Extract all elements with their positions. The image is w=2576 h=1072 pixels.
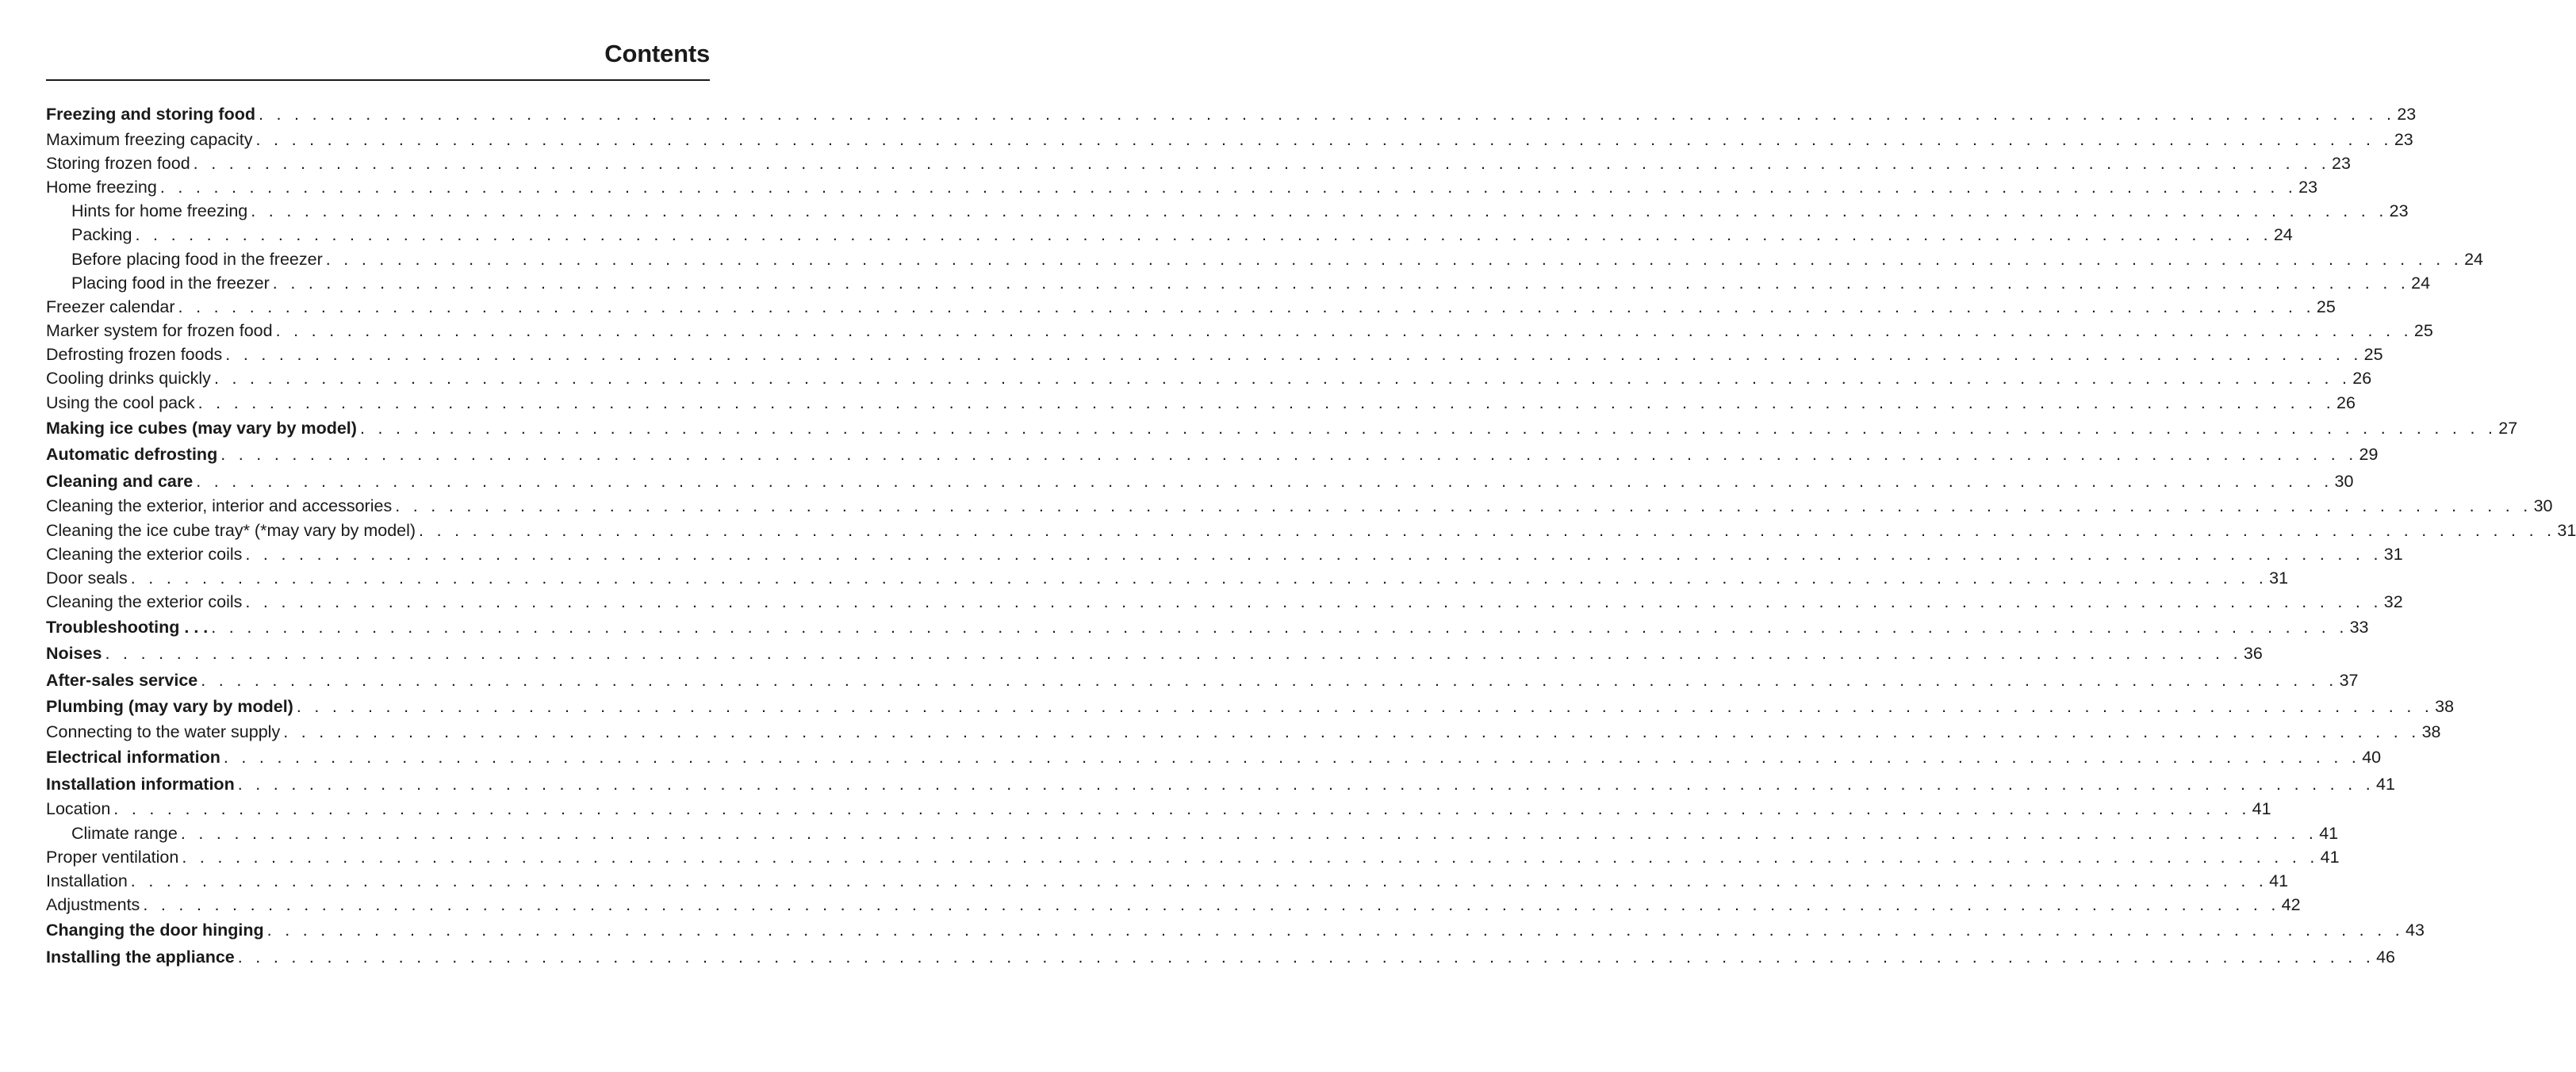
toc-entry-page-number: 24 bbox=[2464, 249, 2483, 269]
dot-leader: . . . . . . . . . . . . . . . . . . . . . . . . . . . . . . . . . . . . . . . . . . . . . . . . . . . . . . . . . . . . . . . . . . . . . . . . . . . . . . . . . . . . . . . . . . . . . . . . . . . . . . . . . . . . . . . . . . . . . . . . bbox=[193, 153, 2331, 173]
toc-entry-page-number: 46 bbox=[2376, 947, 2396, 967]
dot-leader: . . . . . . . . . . . . . . . . . . . . . . . . . . . . . . . . . . . . . . . . . . . . . . . . . . . . . . . . . . . . . . . . . . . . . . . . . . . . . . . . . . . . . . . . . . . . . . . . . . . . . . . . . . . . . . . . . . . . . . . . bbox=[182, 847, 2319, 867]
toc-entry[interactable] bbox=[46, 494, 2553, 518]
toc-entry-page-number: 38 bbox=[2421, 722, 2441, 742]
toc-entry-title: Defrosting frozen foods bbox=[46, 345, 223, 365]
toc-entry[interactable] bbox=[46, 893, 2301, 917]
toc-entry-page-number: 27 bbox=[2498, 418, 2518, 438]
toc-entry[interactable] bbox=[46, 128, 2413, 151]
toc-entry-page-number: 36 bbox=[2243, 644, 2263, 664]
toc-entry-title: Cleaning the ice cube tray* (*may vary by model) bbox=[46, 520, 416, 540]
toc-entry-page-number: 41 bbox=[2319, 823, 2339, 843]
toc-entry-title: Proper ventilation bbox=[46, 847, 179, 867]
dot-leader: . . . . . . . . . . . . . . . . . . . . . . . . . . . . . . . . . . . . . . . . . . . . . . . . . . . . . . . . . . . . . . . . . . . . . . . . . . . . . . . . . . . . . . . . . . . . . . . . . . . . . . . . . . . . . . . . . . . . . . . . bbox=[359, 418, 2497, 438]
dot-leader: . . . . . . . . . . . . . . . . . . . . . . . . . . . . . . . . . . . . . . . . . . . . . . . . . . . . . . . . . . . . . . . . . . . . . . . . . . . . . . . . . . . . . . . . . . . . . . . . . . . . . . . . . . . . . . . . . . . . . . . . bbox=[251, 201, 2388, 221]
toc-entry[interactable] bbox=[46, 917, 2425, 944]
toc-entry-page-number: 31 bbox=[2383, 544, 2403, 564]
dot-leader: . . . . . . . . . . . . . . . . . . . . . . . . . . . . . . . . . . . . . . . . . . . . . . . . . . . . . . . . . . . . . . . . . . . . . . . . . . . . . . . . . . . . . . . . . . . . . . . . . . . . . . . . . . . . . . . . . . . . . . . . bbox=[213, 369, 2352, 389]
toc-entry[interactable] bbox=[46, 101, 2417, 128]
dot-leader: . . . . . . . . . . . . . . . . . . . . . . . . . . . . . . . . . . . . . . . . . . . . . . . . . . . . . . . . . . . . . . . . . . . . . . . . . . . . . . . . . . . . . . . . . . . . . . . . . . . . . . . . . . . . . . . . . . . . . . . . bbox=[325, 249, 2463, 269]
toc-entry[interactable] bbox=[46, 366, 2372, 390]
toc-entry-title: Cleaning the exterior, interior and accessories bbox=[46, 496, 393, 516]
toc-entry-title: Adjustments bbox=[46, 895, 140, 915]
dot-leader: . . . . . . . . . . . . . . . . . . . . . . . . . . . . . . . . . . . . . . . . . . . . . . . . . . . . . . . . . . . . . . . . . . . . . . . . . . . . . . . . . . . . . . . . . . . . . . . . . . . . . . . . . . . . . . . . . . . . . . . . bbox=[211, 617, 2348, 637]
toc-entry[interactable] bbox=[46, 771, 2395, 798]
toc-entry-title: Maximum freezing capacity bbox=[46, 129, 253, 149]
dot-leader: . . . . . . . . . . . . . . . . . . . . . . . . . . . . . . . . . . . . . . . . . . . . . . . . . . . . . . . . . . . . . . . . . . . . . . . . . . . . . . . . . . . . . . . . . . . . . . . . . . . . . . . . . . . . . . . . . . . . . . . . bbox=[296, 697, 2434, 717]
toc-entry[interactable] bbox=[46, 391, 2356, 415]
toc-entry-page-number: 24 bbox=[2273, 225, 2293, 245]
toc-entry-title: Home freezing bbox=[46, 177, 157, 197]
dot-leader: . . . . . . . . . . . . . . . . . . . . . . . . . . . . . . . . . . . . . . . . . . . . . . . . . . . . . . . . . . . . . . . . . . . . . . . . . . . . . . . . . . . . . . . . . . . . . . . . . . . . . . . . . . . . . . . . . . . . . . . . bbox=[283, 722, 2421, 742]
toc-entry-page-number: 32 bbox=[2383, 592, 2403, 612]
dot-leader: . . . . . . . . . . . . . . . . . . . . . . . . . . . . . . . . . . . . . . . . . . . . . . . . . . . . . . . . . . . . . . . . . . . . . . . . . . . . . . . . . . . . . . . . . . . . . . . . . . . . . . . . . . . . . . . . . . . . . . . . bbox=[135, 225, 2272, 245]
dot-leader: . . . . . . . . . . . . . . . . . . . . . . . . . . . . . . . . . . . . . . . . . . . . . . . . . . . . . . . . . . . . . . . . . . . . . . . . . . . . . . . . . . . . . . . . . . . . . . . . . . . . . . . . . . . . . . . . . . . . . . . . bbox=[113, 799, 2251, 819]
toc-entry[interactable] bbox=[46, 151, 2351, 175]
dot-leader: . . . . . . . . . . . . . . . . . . . . . . . . . . . . . . . . . . . . . . . . . . . . . . . . . . . . . . . . . . . . . . . . . . . . . . . . . . . . . . . . . . . . . . . . . . . . . . . . . . . . . . . . . . . . . . . . . . . . . . . . bbox=[237, 947, 2375, 967]
toc-entry[interactable] bbox=[46, 821, 2339, 845]
dot-leader: . . . . . . . . . . . . . . . . . . . . . . . . . . . . . . . . . . . . . . . . . . . . . . . . . . . . . . . . . . . . . . . . . . . . . . . . . . . . . . . . . . . . . . . . . . . . . . . . . . . . . . . . . . . . . . . . . . . . . . . . bbox=[245, 592, 2382, 612]
toc-entry[interactable] bbox=[46, 744, 2382, 771]
toc-entry-title: Cleaning and care bbox=[46, 471, 194, 491]
toc-entry[interactable] bbox=[46, 641, 2263, 668]
toc-entry-title: Climate range bbox=[71, 823, 178, 843]
dot-leader: . . . . . . . . . . . . . . . . . . . . . . . . . . . . . . . . . . . . . . . . . . . . . . . . . . . . . . . . . . . . . . . . . . . . . . . . . . . . . . . . . . . . . . . . . . . . . . . . . . . . . . . . . . . . . . . . . . . . . . . . bbox=[197, 392, 2335, 412]
toc-entry-title: Before placing food in the freezer bbox=[71, 249, 323, 269]
toc-entry[interactable] bbox=[46, 518, 2576, 542]
toc-entry[interactable] bbox=[46, 944, 2396, 971]
toc-entry-page-number: 30 bbox=[2334, 471, 2354, 491]
toc-entry-title: Installing the appliance bbox=[46, 947, 235, 967]
toc-entry-page-number: 40 bbox=[2362, 748, 2382, 768]
toc-entry[interactable] bbox=[46, 797, 2271, 821]
toc-entry-page-number: 30 bbox=[2533, 496, 2553, 516]
toc-entry-title: After-sales service bbox=[46, 670, 198, 690]
dot-leader: . . . . . . . . . . . . . . . . . . . . . . . . . . . . . . . . . . . . . . . . . . . . . . . . . . . . . . . . . . . . . . . . . . . . . . . . . . . . . . . . . . . . . . . . . . . . . . . . . . . . . . . . . . . . . . . . . . . . . . . . bbox=[180, 823, 2318, 843]
toc-entry-title: Freezer calendar bbox=[46, 297, 175, 316]
toc-entry-title: Cleaning the exterior coils bbox=[46, 544, 243, 564]
dot-leader: . . . . . . . . . . . . . . . . . . . . . . . . . . . . . . . . . . . . . . . . . . . . . . . . . . . . . . . . . . . . . . . . . . . . . . . . . . . . . . . . . . . . . . . . . . . . . . . . . . . . . . . . . . . . . . . . . . . . . . . . bbox=[245, 544, 2382, 564]
toc-entry[interactable] bbox=[46, 566, 2289, 590]
toc-entry-page-number: 23 bbox=[2332, 153, 2351, 173]
toc-entry-page-number: 25 bbox=[2413, 321, 2433, 341]
toc-entry-title: Plumbing (may vary by model) bbox=[46, 697, 293, 717]
toc-entry-page-number: 33 bbox=[2349, 617, 2369, 637]
toc-entry-title: Door seals bbox=[46, 568, 128, 588]
toc-entry-title: Making ice cubes (may vary by model) bbox=[46, 418, 357, 438]
toc-entry[interactable] bbox=[46, 869, 2289, 893]
table-of-contents bbox=[46, 101, 2576, 970]
toc-entry-title: Automatic defrosting bbox=[46, 445, 218, 464]
toc-entry-title: Electrical information bbox=[46, 748, 220, 768]
toc-entry-page-number: 41 bbox=[2252, 799, 2271, 819]
toc-entry[interactable] bbox=[46, 590, 2403, 614]
toc-entry-page-number: 23 bbox=[2397, 104, 2417, 124]
dot-leader: . . . . . . . . . . . . . . . . . . . . . . . . . . . . . . . . . . . . . . . . . . . . . . . . . . . . . . . . . . . . . . . . . . . . . . . . . . . . . . . . . . . . . . . . . . . . . . . . . . . . . . . . . . . . . . . . . . . . . . . . bbox=[255, 129, 2393, 149]
toc-entry-page-number: 23 bbox=[2394, 129, 2413, 149]
toc-entry-page-number: 31 bbox=[2269, 568, 2289, 588]
toc-entry-title: Troubleshooting . . . bbox=[46, 617, 209, 637]
toc-entry-title: Packing bbox=[71, 225, 132, 245]
toc-entry-title: Hints for home freezing bbox=[71, 201, 248, 221]
dot-leader: . . . . . . . . . . . . . . . . . . . . . . . . . . . . . . . . . . . . . . . . . . . . . . . . . . . . . . . . . . . . . . . . . . . . . . . . . . . . . . . . . . . . . . . . . . . . . . . . . . . . . . . . . . . . . . . . . . . . . . . . bbox=[143, 895, 2280, 915]
dot-leader: . . . . . . . . . . . . . . . . . . . . . . . . . . . . . . . . . . . . . . . . . . . . . . . . . . . . . . . . . . . . . . . . . . . . . . . . . . . . . . . . . . . . . . . . . . . . . . . . . . . . . . . . . . . . . . . . . . . . . . . . bbox=[105, 644, 2242, 664]
toc-entry-title: Freezing and storing food bbox=[46, 104, 255, 124]
toc-entry-title: Placing food in the freezer bbox=[71, 273, 270, 293]
toc-entry-title: Using the cool pack bbox=[46, 392, 195, 412]
toc-entry-page-number: 41 bbox=[2320, 847, 2340, 867]
toc-entry-page-number: 26 bbox=[2352, 369, 2372, 389]
dot-leader: . . . . . . . . . . . . . . . . . . . . . . . . . . . . . . . . . . . . . . . . . . . . . . . . . . . . . . . . . . . . . . . . . . . . . . . . . . . . . . . . . . . . . . . . . . . . . . . . . . . . . . . . . . . . . . . . . . . . . . . . bbox=[130, 871, 2268, 891]
toc-entry-page-number: 31 bbox=[2557, 520, 2576, 540]
toc-entry[interactable] bbox=[46, 223, 2293, 247]
toc-entry[interactable] bbox=[46, 845, 2340, 869]
toc-entry[interactable] bbox=[46, 247, 2483, 270]
dot-leader: . . . . . . . . . . . . . . . . . . . . . . . . . . . . . . . . . . . . . . . . . . . . . . . . . . . . . . . . . . . . . . . . . . . . . . . . . . . . . . . . . . . . . . . . . . . . . . . . . . . . . . . . . . . . . . . . . . . . . . . . bbox=[220, 445, 2358, 464]
title-divider bbox=[46, 79, 710, 81]
toc-entry-title: Cooling drinks quickly bbox=[46, 369, 211, 389]
toc-entry[interactable] bbox=[46, 271, 2431, 295]
toc-entry-page-number: 23 bbox=[2298, 177, 2318, 197]
dot-leader: . . . . . . . . . . . . . . . . . . . . . . . . . . . . . . . . . . . . . . . . . . . . . . . . . . . . . . . . . . . . . . . . . . . . . . . . . . . . . . . . . . . . . . . . . . . . . . . . . . . . . . . . . . . . . . . . . . . . . . . . bbox=[275, 321, 2413, 341]
dot-leader: . . . . . . . . . . . . . . . . . . . . . . . . . . . . . . . . . . . . . . . . . . . . . . . . . . . . . . . . . . . . . . . . . . . . . . . . . . . . . . . . . . . . . . . . . . . . . . . . . . . . . . . . . . . . . . . . . . . . . . . . bbox=[223, 748, 2361, 768]
dot-leader: . . . . . . . . . . . . . . . . . . . . . . . . . . . . . . . . . . . . . . . . . . . . . . . . . . . . . . . . . . . . . . . . . . . . . . . . . . . . . . . . . . . . . . . . . . . . . . . . . . . . . . . . . . . . . . . . . . . . . . . . bbox=[196, 471, 2333, 491]
toc-entry-page-number: 29 bbox=[2359, 445, 2379, 464]
toc-entry-page-number: 25 bbox=[2316, 297, 2336, 316]
toc-entry-page-number: 41 bbox=[2269, 871, 2289, 891]
toc-entry-page-number: 25 bbox=[2363, 345, 2383, 365]
toc-entry[interactable] bbox=[46, 694, 2455, 721]
toc-entry-title: Changing the door hinging bbox=[46, 921, 264, 940]
toc-entry[interactable] bbox=[46, 468, 2354, 495]
toc-entry[interactable] bbox=[46, 319, 2433, 343]
toc-entry[interactable] bbox=[46, 295, 2336, 319]
toc-entry-title: Installation information bbox=[46, 774, 235, 794]
dot-leader: . . . . . . . . . . . . . . . . . . . . . . . . . . . . . . . . . . . . . . . . . . . . . . . . . . . . . . . . . . . . . . . . . . . . . . . . . . . . . . . . . . . . . . . . . . . . . . . . . . . . . . . . . . . . . . . . . . . . . . . . bbox=[266, 921, 2405, 940]
toc-entry-page-number: 24 bbox=[2411, 273, 2431, 293]
toc-entry-page-number: 41 bbox=[2376, 774, 2395, 794]
toc-entry-title: Noises bbox=[46, 644, 102, 664]
toc-entry-title: Location bbox=[46, 799, 111, 819]
toc-entry[interactable] bbox=[46, 343, 2383, 366]
dot-leader: . . . . . . . . . . . . . . . . . . . . . . . . . . . . . . . . . . . . . . . . . . . . . . . . . . . . . . . . . . . . . . . . . . . . . . . . . . . . . . . . . . . . . . . . . . . . . . . . . . . . . . . . . . . . . . . . . . . . . . . . bbox=[258, 104, 2396, 124]
toc-entry-title: Marker system for frozen food bbox=[46, 321, 273, 341]
toc-entry-page-number: 43 bbox=[2405, 921, 2425, 940]
dot-leader: . . . . . . . . . . . . . . . . . . . . . . . . . . . . . . . . . . . . . . . . . . . . . . . . . . . . . . . . . . . . . . . . . . . . . . . . . . . . . . . . . . . . . . . . . . . . . . . . . . . . . . . . . . . . . . . . . . . . . . . . bbox=[201, 670, 2338, 690]
toc-entry-title: Storing frozen food bbox=[46, 153, 190, 173]
toc-entry[interactable] bbox=[46, 720, 2441, 744]
toc-entry-title: Installation bbox=[46, 871, 128, 891]
dot-leader: . . . . . . . . . . . . . . . . . . . . . . . . . . . . . . . . . . . . . . . . . . . . . . . . . . . . . . . . . . . . . . . . . . . . . . . . . . . . . . . . . . . . . . . . . . . . . . . . . . . . . . . . . . . . . . . . . . . . . . . . bbox=[178, 297, 2315, 316]
toc-entry-page-number: 42 bbox=[2281, 895, 2301, 915]
toc-entry[interactable] bbox=[46, 415, 2518, 442]
dot-leader: . . . . . . . . . . . . . . . . . . . . . . . . . . . . . . . . . . . . . . . . . . . . . . . . . . . . . . . . . . . . . . . . . . . . . . . . . . . . . . . . . . . . . . . . . . . . . . . . . . . . . . . . . . . . . . . . . . . . . . . . bbox=[225, 345, 2363, 365]
dot-leader: . . . . . . . . . . . . . . . . . . . . . . . . . . . . . . . . . . . . . . . . . . . . . . . . . . . . . . . . . . . . . . . . . . . . . . . . . . . . . . . . . . . . . . . . . . . . . . . . . . . . . . . . . . . . . . . . . . . . . . . . bbox=[395, 496, 2532, 516]
toc-entry-page-number: 38 bbox=[2435, 697, 2455, 717]
toc-entry[interactable] bbox=[46, 199, 2409, 223]
toc-entry[interactable] bbox=[46, 667, 2359, 694]
dot-leader: . . . . . . . . . . . . . . . . . . . . . . . . . . . . . . . . . . . . . . . . . . . . . . . . . . . . . . . . . . . . . . . . . . . . . . . . . . . . . . . . . . . . . . . . . . . . . . . . . . . . . . . . . . . . . . . . . . . . . . . . bbox=[237, 774, 2375, 794]
toc-entry[interactable] bbox=[46, 441, 2379, 468]
dot-leader: . . . . . . . . . . . . . . . . . . . . . . . . . . . . . . . . . . . . . . . . . . . . . . . . . . . . . . . . . . . . . . . . . . . . . . . . . . . . . . . . . . . . . . . . . . . . . . . . . . . . . . . . . . . . . . . . . . . . . . . . bbox=[130, 568, 2268, 588]
dot-leader: . . . . . . . . . . . . . . . . . . . . . . . . . . . . . . . . . . . . . . . . . . . . . . . . . . . . . . . . . . . . . . . . . . . . . . . . . . . . . . . . . . . . . . . . . . . . . . . . . . . . . . . . . . . . . . . . . . . . . . . . bbox=[419, 520, 2556, 540]
toc-entry[interactable] bbox=[46, 614, 2369, 641]
toc-entry[interactable] bbox=[46, 175, 2318, 199]
dot-leader: . . . . . . . . . . . . . . . . . . . . . . . . . . . . . . . . . . . . . . . . . . . . . . . . . . . . . . . . . . . . . . . . . . . . . . . . . . . . . . . . . . . . . . . . . . . . . . . . . . . . . . . . . . . . . . . . . . . . . . . . bbox=[159, 177, 2298, 197]
toc-entry[interactable] bbox=[46, 542, 2403, 566]
dot-leader: . . . . . . . . . . . . . . . . . . . . . . . . . . . . . . . . . . . . . . . . . . . . . . . . . . . . . . . . . . . . . . . . . . . . . . . . . . . . . . . . . . . . . . . . . . . . . . . . . . . . . . . . . . . . . . . . . . . . . . . . bbox=[272, 273, 2410, 293]
toc-entry-page-number: 26 bbox=[2336, 392, 2356, 412]
toc-entry-page-number: 23 bbox=[2389, 201, 2409, 221]
toc-entry-title: Cleaning the exterior coils bbox=[46, 592, 243, 612]
toc-entry-page-number: 37 bbox=[2339, 670, 2359, 690]
page-title: Contents bbox=[604, 40, 710, 67]
toc-entry-title: Connecting to the water supply bbox=[46, 722, 281, 742]
